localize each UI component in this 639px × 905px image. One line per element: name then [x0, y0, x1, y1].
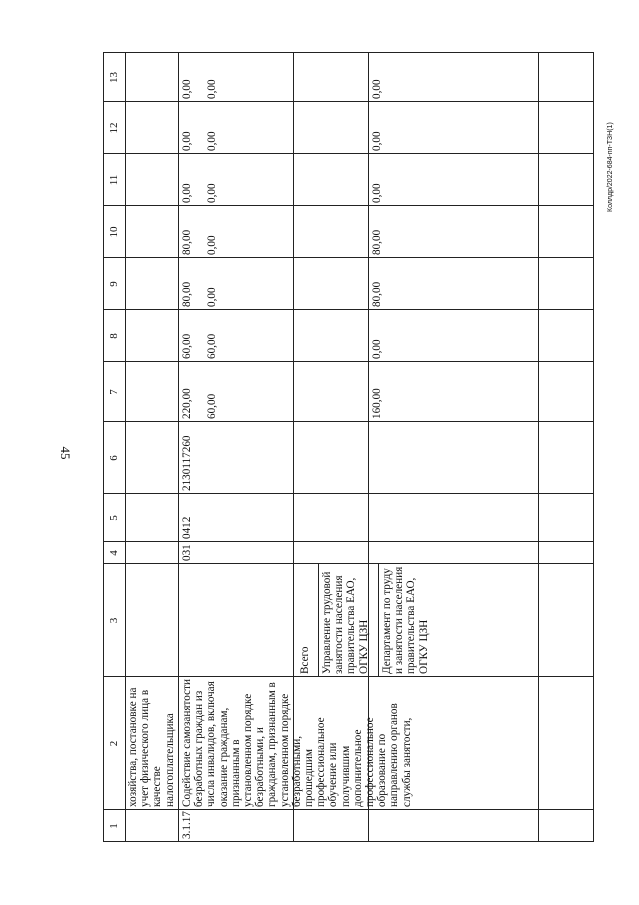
- document-code-text: Коллдр/2022-684-пп-ТЗН(1): [607, 122, 614, 212]
- subrow-total-label: Всего: [299, 646, 311, 674]
- subrow-total-col11: 0,00: [181, 183, 193, 203]
- header-col-8: 8: [108, 333, 120, 339]
- subrow-total-col8: 60,00: [181, 333, 193, 359]
- header-col-13: 13: [108, 72, 120, 83]
- subrow-total-col5: 0412: [181, 516, 193, 539]
- header-col-7: 7: [108, 389, 120, 395]
- subrow-total-col7: 220,00: [181, 388, 193, 419]
- document-code: [603, 122, 614, 212]
- subrow-departament-col8: 0,00: [371, 339, 383, 359]
- subrow-total-col12: 0,00: [181, 131, 193, 151]
- row-description: Содействие самозанятости безработных граждан из числа инвалидов, включая оказание гражданам, признанным в установленном порядке безработными, и гражданам, признанным в установленном порядке безработными, прошедшим профессиональное обучение или получившим дополнительное профессиональное образование по направлению органов службы занятости,: [181, 679, 413, 807]
- header-col-11: 11: [108, 174, 120, 186]
- subrow-upravlenie-label: Управление трудовой занятости населения правительства ЕАО, ОГКУ ЦЗН: [321, 571, 370, 674]
- table-rotated-wrapper: [103, 52, 594, 842]
- header-col-10: 10: [108, 226, 120, 238]
- subrow-total-col4: 031: [181, 544, 193, 561]
- subrow-upravlenie-col7: 60,00: [206, 393, 218, 419]
- row-number: 3.1.17: [181, 811, 193, 839]
- prev-row-description: хозяйства, постановке на учет физического лица в качестве налогоплательщика: [127, 687, 176, 807]
- header-col-4: 4: [108, 550, 120, 556]
- header-col-6: 6: [108, 455, 120, 461]
- subrow-total-col13: 0,00: [181, 79, 193, 99]
- subrow-departament-col12: 0,00: [371, 131, 383, 151]
- subrow-departament-label: Департамент по труду и занятости населения правительства ЕАО, ОГКУ ЦЗН: [381, 566, 430, 674]
- subrow-upravlenie-col13: 0,00: [206, 79, 218, 99]
- subrow-upravlenie-col9: 0,00: [206, 287, 218, 307]
- subrow-upravlenie-col11: 0,00: [206, 183, 218, 203]
- page-number: 45: [58, 446, 73, 460]
- header-col-5: 5: [108, 515, 120, 521]
- budget-table: [103, 52, 594, 842]
- subrow-total-col10: 80,00: [181, 229, 193, 255]
- subrow-total-col6: 2130117260: [181, 435, 193, 491]
- subrow-upravlenie-col12: 0,00: [206, 131, 218, 151]
- subrow-departament-col7: 160,00: [371, 388, 383, 419]
- subrow-departament-col13: 0,00: [371, 79, 383, 99]
- header-col-1: 1: [108, 823, 120, 829]
- header-col-12: 12: [108, 122, 120, 134]
- subrow-departament-col10: 80,00: [371, 229, 383, 255]
- subrow-total-col9: 80,00: [181, 281, 193, 307]
- subrow-departament-col9: 80,00: [371, 281, 383, 307]
- subrow-upravlenie-col10: 0,00: [206, 235, 218, 255]
- subrow-departament-col11: 0,00: [371, 183, 383, 203]
- header-col-3: 3: [108, 617, 120, 624]
- header-col-2: 2: [108, 740, 120, 747]
- subrow-upravlenie-col8: 60,00: [206, 333, 218, 359]
- header-col-9: 9: [108, 281, 120, 287]
